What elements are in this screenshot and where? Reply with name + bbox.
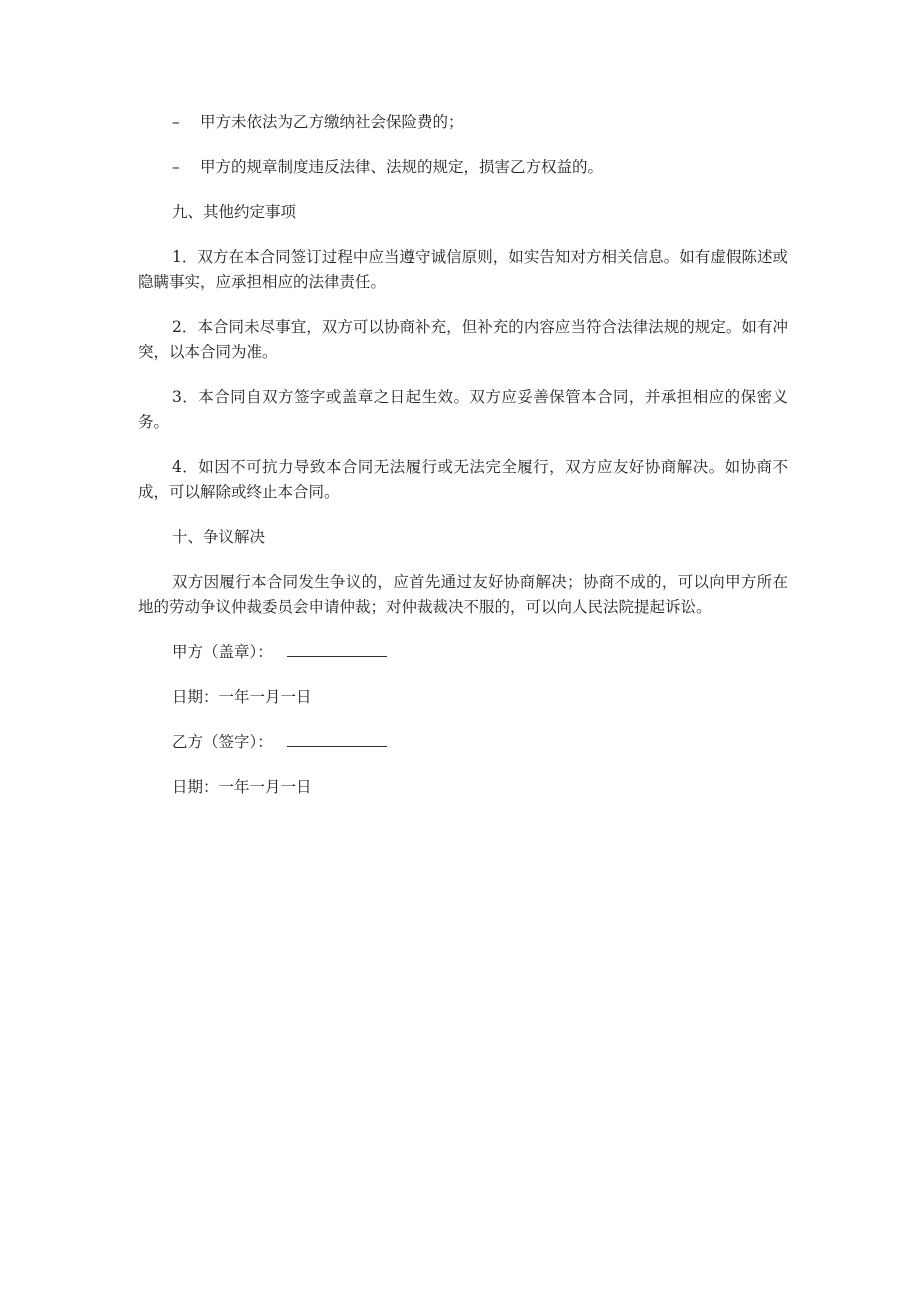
bullet-dash: – — [172, 113, 180, 131]
clause-paragraph: 3．本合同自双方签字或盖章之日起生效。双方应妥善保管本合同，并承担相应的保密义务。 — [138, 388, 788, 431]
clause-paragraph: 2．本合同未尽事宜，双方可以协商补充，但补充的内容应当符合法律法规的规定。如有冲突，以本合同为准。 — [138, 318, 788, 361]
party-b-label: 乙方（签字）： — [172, 733, 273, 751]
section-heading-9: 九、其他约定事项 — [172, 203, 297, 221]
bullet-text: 甲方的规章制度违反法律、法规的规定，损害乙方权益的。 — [200, 158, 604, 176]
party-b-signature-blank[interactable] — [287, 730, 387, 747]
party-a-signature-line — [138, 640, 788, 665]
party-b-date: 日期：一年一月一日 — [172, 778, 312, 796]
bullet-item — [138, 110, 788, 135]
bullet-item — [138, 155, 788, 180]
party-a-label: 甲方（盖章）： — [172, 643, 273, 661]
clause-paragraph: 4．如因不可抗力导致本合同无法履行或无法完全履行，双方应友好协商解决。如协商不成，可以解除或终止本合同。 — [138, 458, 788, 501]
clause-paragraph: 1．双方在本合同签订过程中应当遵守诚信原则，如实告知对方相关信息。如有虚假陈述或隐瞒事实，应承担相应的法律责任。 — [138, 248, 788, 291]
section-heading-10: 十、争议解决 — [172, 528, 266, 546]
bullet-dash: – — [172, 158, 180, 176]
dispute-paragraph: 双方因履行本合同发生争议的，应首先通过友好协商解决；协商不成的，可以向甲方所在地的劳动争议仲裁委员会申请仲裁；对仲裁裁决不服的，可以向人民法院提起诉讼。 — [138, 573, 788, 616]
bullet-text: 甲方未依法为乙方缴纳社会保险费的； — [200, 113, 464, 131]
party-b-signature-line — [138, 730, 788, 755]
party-a-date: 日期：一年一月一日 — [172, 688, 312, 706]
party-a-signature-blank[interactable] — [287, 640, 387, 657]
document-body — [138, 110, 788, 820]
